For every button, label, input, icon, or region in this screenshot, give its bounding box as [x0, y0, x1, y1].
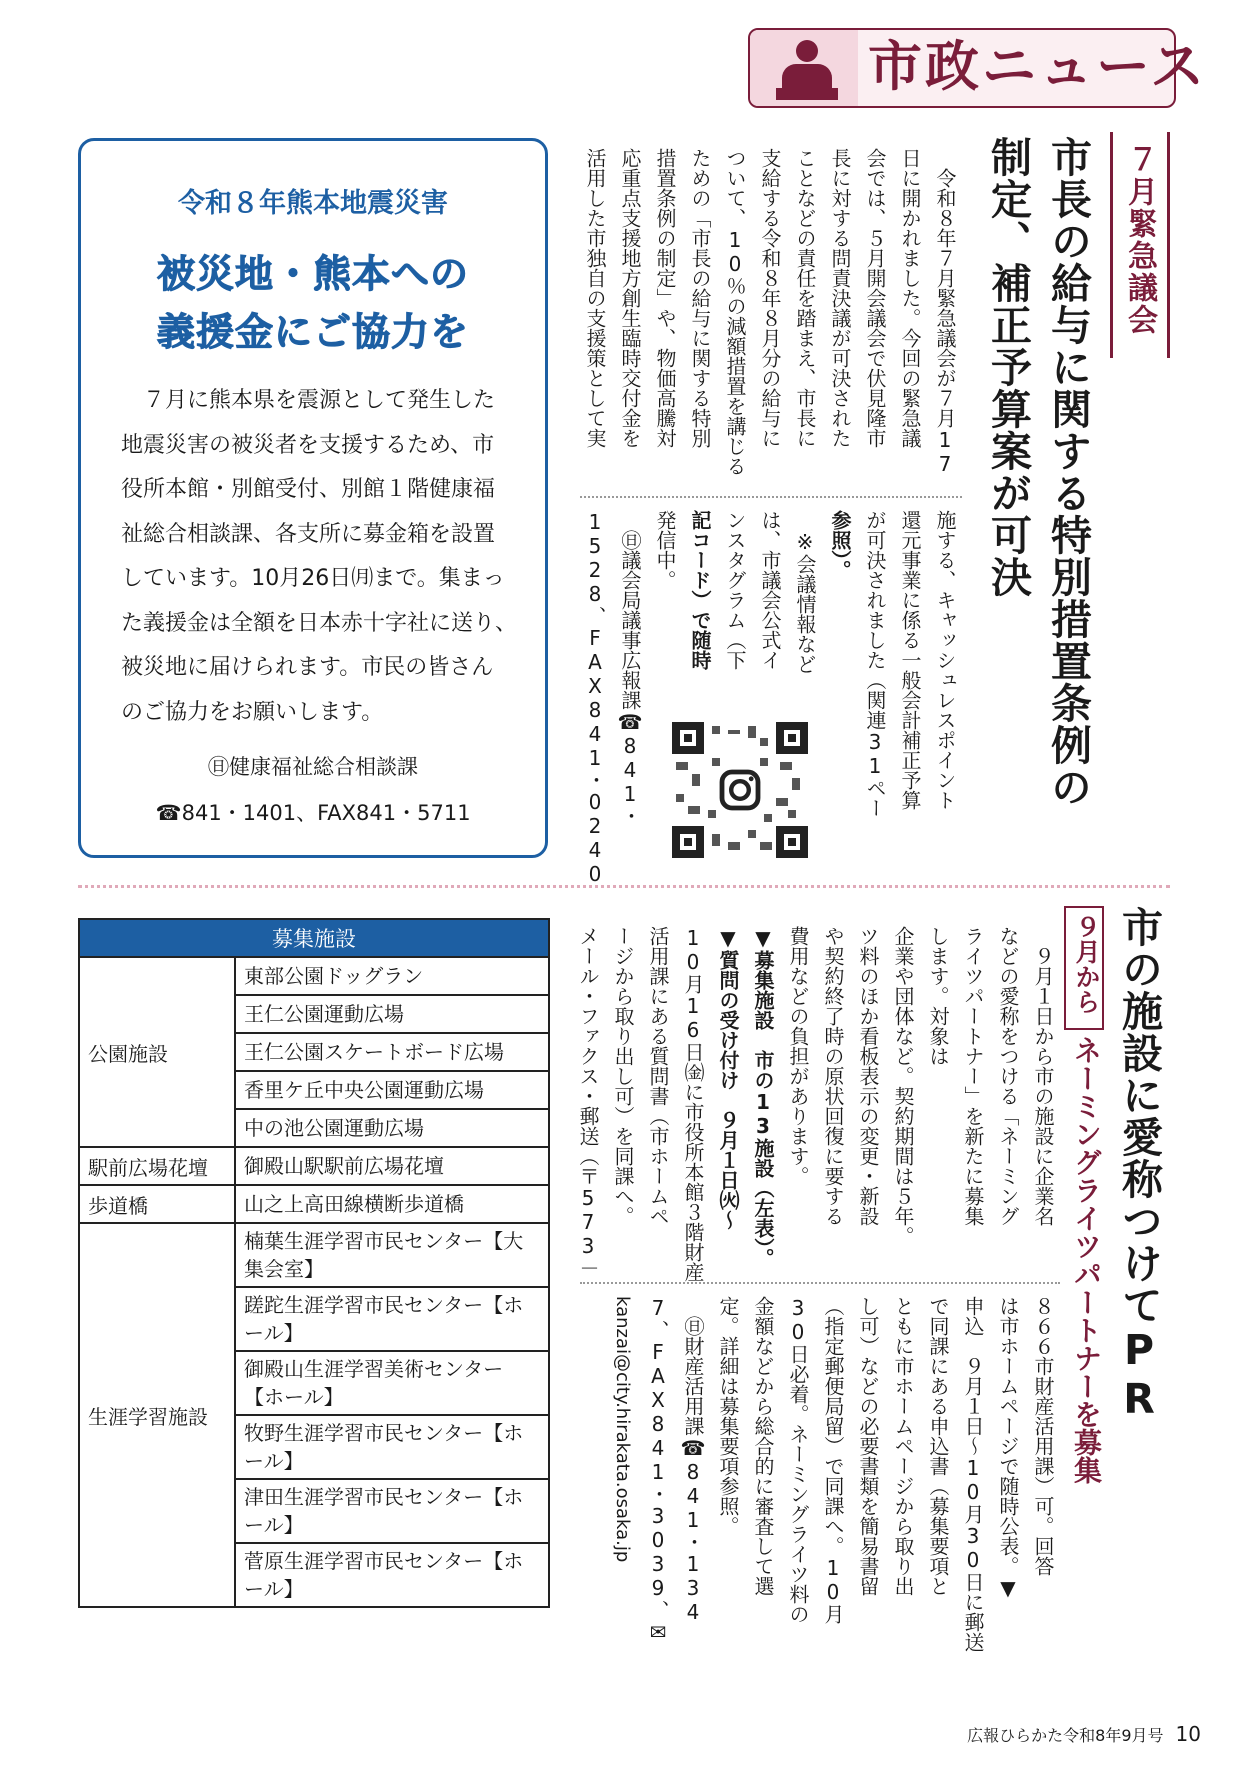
article2-line: 定。詳細は募集要項参照。	[716, 1296, 740, 1536]
table-cell: 菅原生涯学習市民センター【ホール】	[235, 1543, 549, 1607]
article1-line: ための「市長の給与に関する特別	[688, 148, 712, 448]
article1-line: が可決されました（関連31ペー	[863, 510, 887, 818]
article2-body-left	[572, 1296, 1060, 1676]
article1-line: 令和８年７月緊急議会が７月17	[933, 148, 957, 476]
article1-line: ※会議情報など	[793, 510, 817, 674]
article1-line: 施する、キャッシュレスポイント	[933, 510, 957, 810]
table-category: 公園施設	[79, 957, 235, 1147]
donation-line: 役所本館・別館受付、別館１階健康福	[121, 477, 496, 502]
article2-email[interactable]: kanzai@city.hirakata.osaka.jp	[612, 1296, 633, 1563]
article2-line: 企業や団体など。契約期間は５年。	[891, 926, 915, 1246]
section-title: 市政ニュース	[868, 35, 1208, 98]
article2-line: メール・ファクス・郵送（〒573－	[576, 926, 600, 1278]
article2-divider	[580, 1282, 1060, 1284]
article1-line: ことなどの責任を踏まえ、市長に	[793, 148, 817, 448]
table-cell: 御殿山駅駅前広場花壇	[235, 1147, 549, 1185]
table-row	[79, 957, 549, 995]
article1-line: 還元事業に係る一般会計補正予算	[898, 510, 922, 810]
donation-title: 令和８年熊本地震災害	[178, 188, 448, 219]
article2-line: ㊐財産活用課☎841・134	[681, 1296, 705, 1624]
article1-line: ㊐議会局議事広報課☎841・	[618, 510, 642, 826]
article1-line: 長に対する問責決議が可決された	[828, 148, 852, 448]
page-number: 10	[1175, 1722, 1201, 1746]
table-row	[79, 1223, 549, 1287]
table-cell: 牧野生涯学習市民センター【ホール】	[235, 1415, 549, 1479]
donation-contact-phone: ☎841・1401、FAX841・5711	[155, 801, 471, 825]
donation-line: のご協力をお願いします。	[121, 699, 384, 725]
article2-line: ▼募集施設 市の13施設（左表）。	[751, 926, 775, 1268]
article1-line: 支給する令和８年８月分の給与に	[758, 148, 782, 448]
article2-line: 7、FAX841・3039、✉	[646, 1296, 670, 1644]
article2-line: 申込 ９月１日～10月30日に郵送	[961, 1296, 985, 1652]
section-divider	[78, 885, 1170, 888]
table-cell: 山之上高田線横断歩道橋	[235, 1185, 549, 1223]
section-banner	[748, 28, 1208, 108]
article2-line: ▼質問の受け付け ９月１日㈫～	[716, 926, 740, 1230]
table-category: 駅前広場花壇	[79, 1147, 235, 1185]
article1-line: 記コード）で随時	[688, 510, 712, 670]
table-category: 歩道橋	[79, 1185, 235, 1223]
article1-line: 参照）。	[828, 510, 852, 580]
article2-line: や契約終了時の原状回復に要する	[821, 926, 845, 1226]
article2-line: 金額などから総合的に審査して選	[751, 1296, 775, 1596]
table-cell: 楠葉生涯学習市民センター【大集会室】	[235, 1223, 549, 1287]
article1-divider	[580, 496, 962, 498]
article1-line: 活用した市独自の支援策として実	[583, 148, 607, 448]
donation-line: 被災地に届けられます。市民の皆さん	[121, 655, 494, 680]
article1-line: 日に開かれました。今回の緊急議	[898, 148, 922, 448]
article2-line: ライツパートナー」を新たに募集	[961, 926, 985, 1226]
article1-body-upper	[572, 148, 962, 478]
article2-subhead: ネーミングライツパートナーを募集	[1070, 1036, 1103, 1484]
article2-headline: 市の施設に愛称つけてPR	[1115, 906, 1163, 1424]
article2-line: します。対象は	[926, 926, 950, 1066]
table-cell: 蹉跎生涯学習市民センター【ホール】	[235, 1287, 549, 1351]
article2-line: 費用などの負担があります。	[786, 926, 810, 1186]
article1-line: 会では、５月開会議会で伏見隆市	[863, 148, 887, 448]
person-at-desk-icon	[776, 36, 836, 100]
article2-line: ージから取り出し可）を同課へ。	[611, 926, 635, 1226]
table-row	[79, 1147, 549, 1185]
article1-headline-1: 市長の給与に関する特別措置条例の	[1044, 136, 1092, 808]
article2-line: （指定郵便局留）で同課へ。10月	[821, 1296, 845, 1624]
table-header-row	[79, 919, 549, 957]
page-footer	[967, 1722, 1201, 1746]
article1-line: 措置条例の制定」や、物価高騰対	[653, 148, 677, 448]
article1-line: 応重点支援地方創生臨時交付金を	[618, 148, 642, 448]
article2-line: 活用課にある質問書（市ホームペ	[646, 926, 670, 1226]
article2-line: は市ホームページで随時公表。▼	[996, 1296, 1020, 1600]
facilities-table	[78, 918, 550, 1608]
article1-line: 1528、FAX841・0240	[583, 510, 607, 886]
article2-line: で同課にある申込書（募集要項と	[926, 1296, 950, 1596]
article1-tag: ７月緊急議会	[1122, 144, 1157, 336]
donation-line: た義援金は全額を日本赤十字社に送り、	[121, 610, 518, 636]
publication-name: 広報ひらかた令和8年9月号	[967, 1726, 1164, 1745]
donation-headline-2: 義援金にご協力を	[156, 310, 469, 354]
article1-line: は、市議会公式イ	[758, 510, 782, 670]
table-cell: 津田生涯学習市民センター【ホール】	[235, 1479, 549, 1543]
article2-body-right	[572, 926, 1060, 1282]
article2-line: 10月16日㈮に市役所本館３階財産	[681, 926, 705, 1282]
donation-body	[121, 379, 526, 735]
table-category: 生涯学習施設	[79, 1223, 235, 1607]
table-header: 募集施設	[79, 919, 549, 957]
article2-line: ツ料のほか看板表示の変更・新設	[856, 926, 880, 1226]
article2-line: し可）などの必要書類を簡易書留	[856, 1296, 880, 1596]
table-cell: 御殿山生涯学習美術センター【ホール】	[235, 1351, 549, 1415]
article2-line: 30日必着。ネーミングライツ料の	[786, 1296, 810, 1624]
article1-line: ンスタグラム（下	[723, 510, 747, 670]
table-cell: 香里ケ丘中央公園運動広場	[235, 1071, 549, 1109]
article2-line: ９月１日から市の施設に企業名	[1031, 926, 1055, 1226]
article2-tag-frame	[1064, 906, 1104, 1030]
article1-line: ついて、10％の減額措置を講じる	[723, 148, 747, 476]
donation-line: ７月に熊本県を震源として発生した	[121, 388, 496, 413]
table-row	[79, 1185, 549, 1223]
donation-contact-dept: ㊐健康福祉総合相談課	[208, 755, 418, 779]
table-cell: 中の池公園運動広場	[235, 1109, 549, 1147]
table-cell: 王仁公園運動広場	[235, 995, 549, 1033]
donation-headline-1: 被災地・熊本への	[156, 252, 469, 296]
instagram-qr-code-icon[interactable]	[672, 722, 808, 858]
article2-line: ８６６市財産活用課）可。回答	[1031, 1296, 1055, 1576]
donation-notice-box	[78, 138, 548, 858]
article2-line: などの愛称をつける「ネーミング	[996, 926, 1020, 1226]
donation-line: 地震災害の被災者を支援するため、市	[121, 432, 495, 458]
table-cell: 王仁公園スケートボード広場	[235, 1033, 549, 1071]
table-cell: 東部公園ドッグラン	[235, 957, 549, 995]
article2-line: ともに市ホームページから取り出	[891, 1296, 915, 1596]
article1-tag-frame	[1110, 132, 1170, 358]
article2-tag: ９月から	[1072, 914, 1101, 1014]
donation-line: しています。10月26日㈪まで。集まっ	[121, 566, 505, 591]
article1-headline-2: 制定、補正予算案が可決	[984, 136, 1032, 598]
donation-line: 祉総合相談課、各支所に募金箱を設置	[121, 521, 496, 547]
article1-line: 発信中。	[653, 510, 677, 590]
